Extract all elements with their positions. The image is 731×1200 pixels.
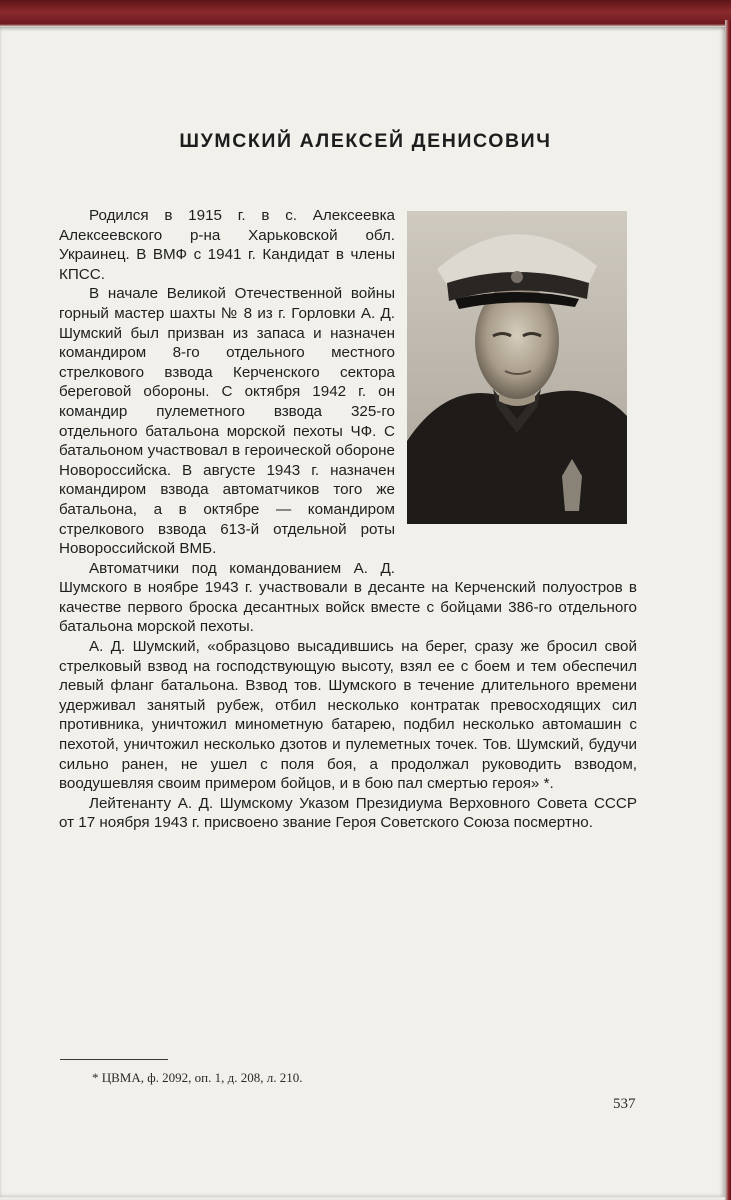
page-title: ШУМСКИЙ АЛЕКСЕЙ ДЕНИСОВИЧ — [179, 130, 552, 152]
book-cover-edge — [725, 20, 731, 1200]
paragraph-award: Лейтенанту А. Д. Шумскому Указом Президиума Верховного Совета СССР от 17 ноября 1943 г. присвоено звание Героя Советского Союза посмертно. — [59, 794, 637, 832]
paragraph-service: В начале Великой Отечественной войны горный мастер шахты № 8 из г. Горловки А. Д. Шумский был призван из запаса и назначен командиром 8-го отдельного местного стрелкового взвода Керченского сектора береговой обороны. С октября 1942 г. он командир пулеметного взвода 325-го отдельного батальона морской пехоты ЧФ. С батальоном участвовал в героической обороне Новороссийска. В августе 1943 г. назначен командиром взвода автоматчиков того же батальона, а в октябре — командиром стрелкового взвода 613-й отдельной роты Новороссийской ВМБ. — [59, 285, 395, 558]
biography-text — [59, 206, 637, 833]
footnote-divider — [60, 1059, 168, 1060]
paragraph-landing: Автоматчики под командованием А. Д. Шумского в ноябре 1943 г. участвовали в десанте на Керченский полуостров в качестве первого броска десантных войск вместе с бойцами 386-го отдельного батальона морской пехоты. — [59, 559, 637, 636]
footnote: * ЦВМА, ф. 2092, оп. 1, д. 208, л. 210. — [92, 1070, 303, 1085]
paragraph-quote: А. Д. Шумский, «образцово высадившись на берег, сразу же бросил свой стрелковый взвод на господствующую высоту, взял ее с боем и тем обеспечил левый фланг батальона. Взвод тов. Шумского в течение длительного времени удерживал занятый рубеж, отбил несколько контратак превосходящих сил противника, уничтожил минометную батарею, подбил несколько автомашин с пехотой, уничтожил несколько дзотов и пулеметных точек. Тов. Шумский, будучи сильно ранен, не ушел с поля боя, а продолжал руководить взводом, воодушевляя своим примером бойцов, и в бою пал смертью героя» *. — [59, 638, 637, 793]
page-number: 537 — [613, 1096, 636, 1112]
photo-spacer — [403, 206, 637, 562]
paragraph-birth: Родился в 1915 г. в с. Алексеевка Алексеевского р-на Харьковской обл. Украинец. В ВМФ с 1941 г. Кандидат в члены КПСС. — [59, 207, 395, 283]
